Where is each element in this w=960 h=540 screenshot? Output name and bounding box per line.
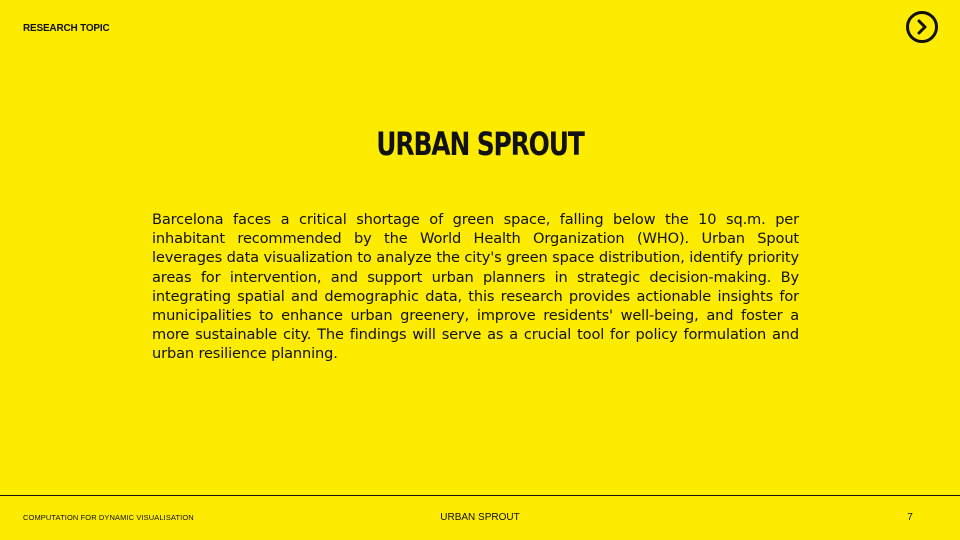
- section-label: RESEARCH TOPIC: [23, 23, 110, 34]
- footer-course-label: COMPUTATION FOR DYNAMIC VISUALISATION: [23, 513, 194, 522]
- body-paragraph: Barcelona faces a critical shortage of green space, falling below the 10 sq.m. per inhabitant recommended by the World Health Organization (WHO). Urban Spout leverages data visualization to analyze the city's green space distribution, identify priority areas for intervention, and support urban planners in strategic decision-making. By integrating spatial and demographic data, this research provides actionable insights for municipalities to enhance urban greenery, improve residents' well-being, and foster a more sustainable city. The findings will serve as a crucial tool for policy formulation and urban resilience planning.: [152, 211, 799, 363]
- footer-divider: [0, 495, 960, 496]
- page-number: 7: [907, 512, 913, 523]
- footer-project-label: URBAN SPROUT: [440, 512, 520, 523]
- slide-title: URBAN SPROUT: [376, 125, 584, 163]
- chevron-right-icon: [915, 19, 929, 35]
- next-slide-button[interactable]: [906, 11, 938, 43]
